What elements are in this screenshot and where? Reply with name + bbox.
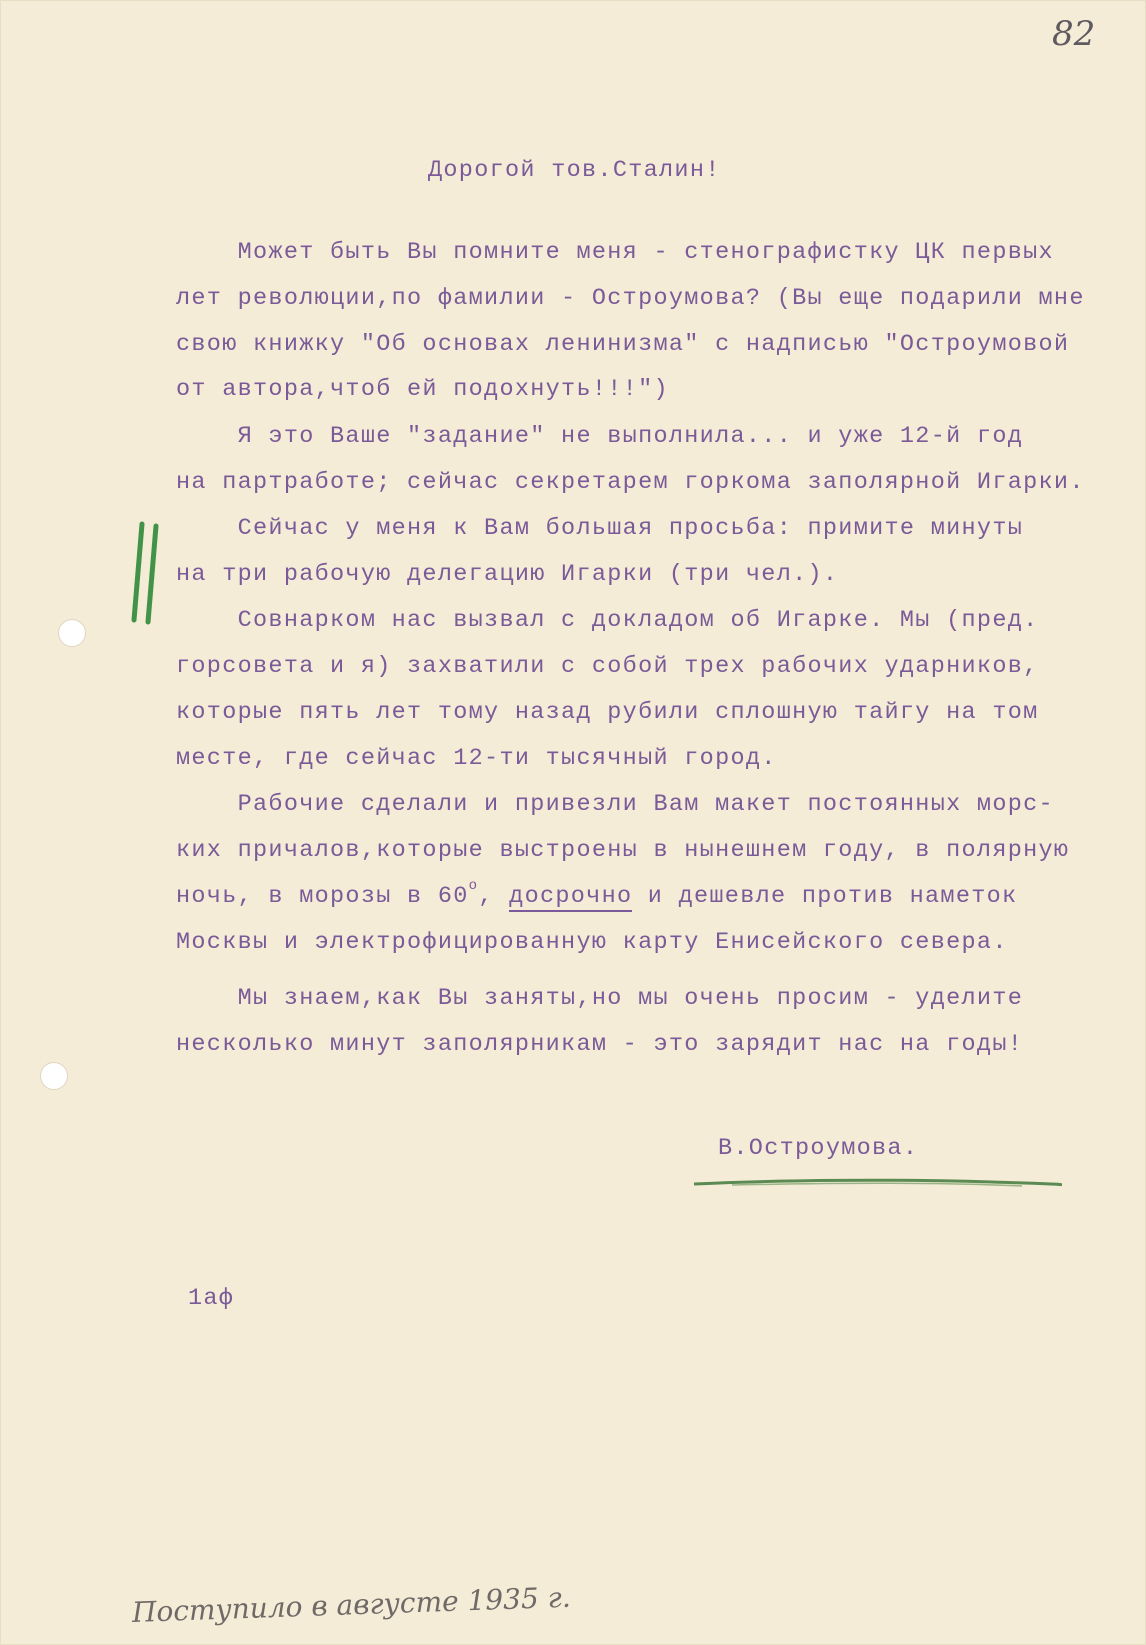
letter-line: свою книжку "Об основах ленинизма" с надписью "Остроумовой [176,331,1070,358]
letter-line: Рабочие сделали и привезли Вам макет постоянных морс- [176,791,1054,818]
letter-line: от автора,чтоб ей подохнуть!!!") [176,376,669,403]
signature-underline [692,1176,1062,1190]
letter-line: Может быть Вы помните меня - стенографистку ЦК первых [176,239,1054,266]
green-pencil-margin-mark [128,518,168,628]
punch-hole-bottom [40,1062,68,1090]
letter-line: Я это Ваше "задание" не выполнила... и уже 12-й год [176,423,1024,450]
line-text: , [478,883,510,910]
underlined-word: досрочно [509,883,633,910]
line-text: и дешевле против наметок [632,883,1018,910]
letter-line: Москвы и электрофицированную карту Енисейского севера. [176,929,1008,956]
letter-line [176,878,1018,912]
letter-line: которые пять лет тому назад рубили сплошную тайгу на том [176,699,1039,726]
degree-mark: о [468,878,479,894]
letter-line: месте, где сейчас 12-ти тысячный город. [176,745,777,772]
letter-line: на три рабочую делегацию Игарки (три чел.). [176,561,839,588]
letter-line: Мы знаем,как Вы заняты,но мы очень просим - уделите [176,985,1024,1012]
reference-code: 1аф [188,1285,235,1312]
signature: В.Остроумова. [718,1135,919,1162]
handwritten-receipt-note: Поступило в августе 1935 г. [131,1580,572,1629]
line-text: ночь, в морозы в 60 [176,883,469,910]
letter-line: лет революции,по фамилии - Остроумова? (Вы еще подарили мне [176,285,1085,312]
archive-page-number: 82 [1052,14,1096,54]
letter-line: Сейчас у меня к Вам большая просьба: примите минуты [176,515,1024,542]
letter-line: Совнарком нас вызвал с докладом об Игарке. Мы (пред. [176,607,1039,634]
salutation: Дорогой тов.Сталин! [428,157,721,184]
punch-hole-top [58,619,86,647]
letter-line: несколько минут заполярникам - это зарядит нас на годы! [176,1031,1024,1058]
letter-line: ких причалов,которые выстроены в нынешнем году, в полярную [176,837,1070,864]
letter-line: на партработе; сейчас секретарем горкома заполярной Игарки. [176,469,1085,496]
letter-line: горсовета и я) захватили с собой трех рабочих ударников, [176,653,1039,680]
